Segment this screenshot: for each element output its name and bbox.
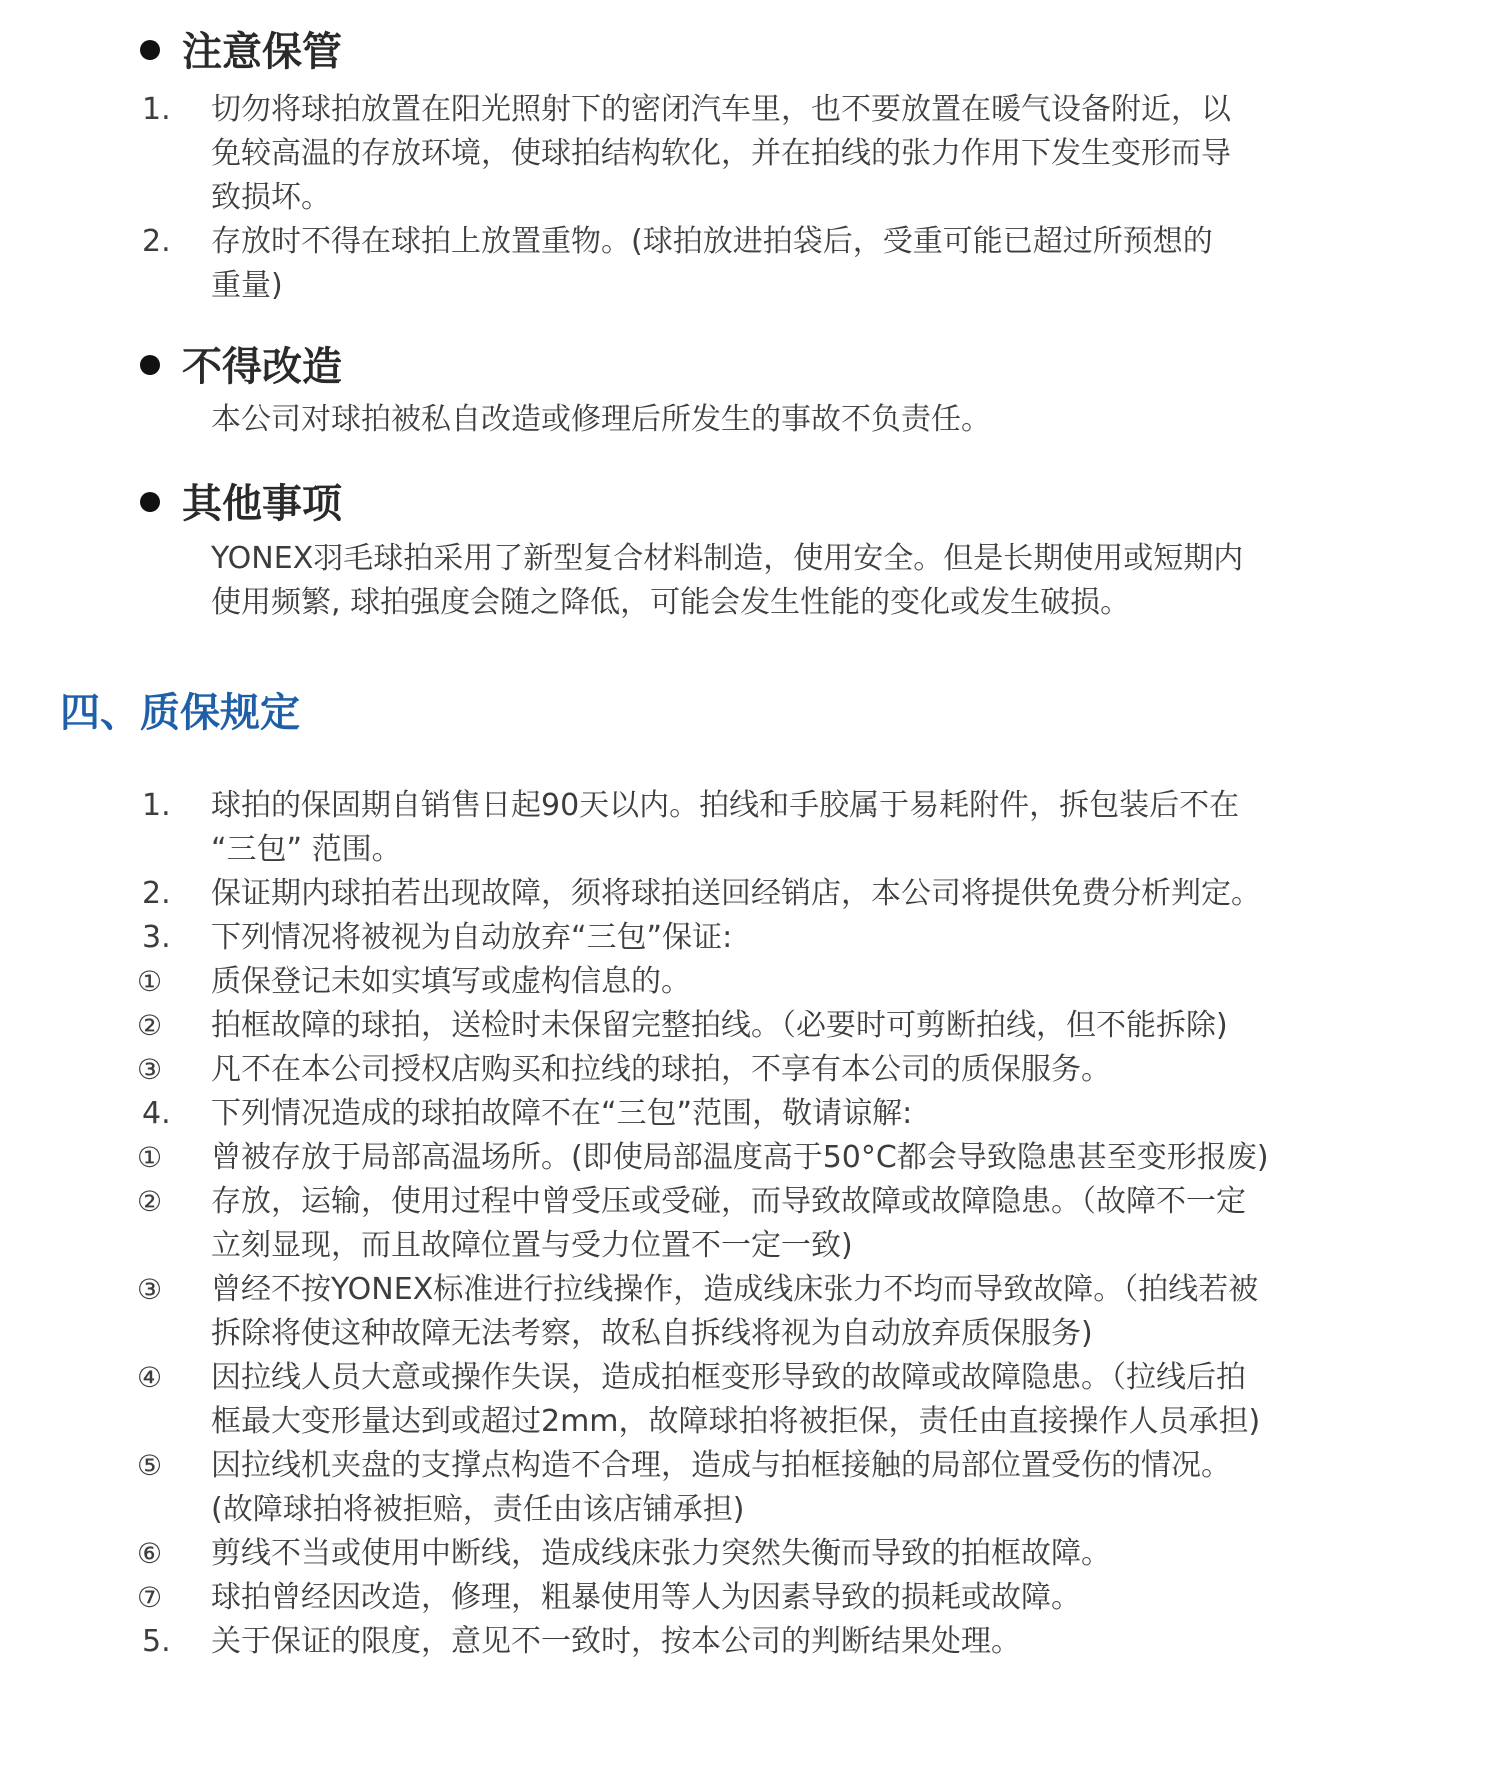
list-marker: ① [137,1141,163,1174]
list-line: 关于保证的限度，意见不一致时，按本公司的判断结果处理。 [211,1624,1021,1659]
list-item [0,1092,1500,1136]
list-item [0,784,1500,872]
list-line: 切勿将球拍放置在阳光照射下的密闭汽车里，也不要放置在暖气设备附近，以 [211,92,1231,127]
list-marker: 4. [142,1096,171,1131]
list-marker: ② [137,1009,163,1042]
list-item [0,872,1500,916]
modify-paragraph: 本公司对球拍被私自改造或修理后所发生的事故不负责任。 [211,402,991,437]
list-item [0,1576,1500,1620]
list-marker: 5. [142,1624,171,1659]
list-line: 保证期内球拍若出现故障，须将球拍送回经销店，本公司将提供免费分析判定。 [211,876,1261,911]
list-line: 质保登记未如实填写或虚构信息的。 [211,964,691,999]
list-line: 因拉线机夹盘的支撑点构造不合理，造成与拍框接触的局部位置受伤的情况。 [211,1448,1231,1483]
list-line: 拆除将使这种故障无法考察，故私自拆线将视为自动放弃质保服务) [211,1316,1093,1351]
list-item [0,916,1500,960]
bullet-icon [140,492,160,512]
paragraph-line: YONEX羽毛球拍采用了新型复合材料制造，使用安全。但是长期使用或短期内 [211,541,1244,576]
list-line: 因拉线人员大意或操作失误，造成拍框变形导致的故障或故障隐患。（拉线后拍 [211,1360,1246,1395]
list-line: 球拍曾经因改造，修理，粗暴使用等人为因素导致的损耗或故障。 [211,1580,1081,1615]
modify-section-title [140,344,342,390]
list-line: 凡不在本公司授权店购买和拉线的球拍，不享有本公司的质保服务。 [211,1052,1111,1087]
list-line: (故障球拍将被拒赔，责任由该店铺承担) [211,1492,745,1527]
list-marker: 1. [142,92,171,127]
list-line: 框最大变形量达到或超过2mm，故障球拍将被拒保，责任由直接操作人员承担) [211,1404,1261,1439]
list-item [0,960,1500,1004]
other-section-title [140,481,342,527]
list-line: 拍框故障的球拍，送检时未保留完整拍线。（必要时可剪断拍线，但不能拆除) [211,1008,1228,1043]
warranty-section-title: 四、质保规定 [60,690,300,736]
modify-title-text: 不得改造 [182,344,342,390]
list-item [0,1532,1500,1576]
other-title-text: 其他事项 [182,481,342,527]
list-marker: ⑦ [137,1581,163,1614]
list-item [0,88,1500,220]
list-marker: 1. [142,788,171,823]
list-item [0,1444,1500,1532]
list-item [0,1004,1500,1048]
list-line: “三包” 范围。 [211,832,402,867]
list-line: 下列情况将被视为自动放弃“三包”保证: [211,920,733,955]
paragraph-line: 使用频繁, 球拍强度会随之降低，可能会发生性能的变化或发生破损。 [211,585,1131,620]
list-item [0,1620,1500,1664]
list-line: 球拍的保固期自销售日起90天以内。拍线和手胶属于易耗附件，拆包装后不在 [211,788,1240,823]
list-marker: ⑤ [137,1449,163,1482]
list-line: 免较高温的存放环境，使球拍结构软化，并在拍线的张力作用下发生变形而导 [211,136,1231,171]
list-line: 致损坏。 [211,180,331,215]
list-line: 立刻显现，而且故障位置与受力位置不一定一致) [211,1228,853,1263]
list-line: 存放，运输，使用过程中曾受压或受碰，而导致故障或故障隐患。（故障不一定 [211,1184,1246,1219]
list-line: 重量) [211,268,283,303]
list-item [0,1268,1500,1356]
list-line: 存放时不得在球拍上放置重物。(球拍放进拍袋后，受重可能已超过所预想的 [211,224,1213,259]
list-item [0,1048,1500,1092]
care-title-text: 注意保管 [182,29,342,75]
list-marker: ③ [137,1053,163,1086]
list-line: 剪线不当或使用中断线，造成线床张力突然失衡而导致的拍框故障。 [211,1536,1111,1571]
list-marker: 2. [142,876,171,911]
list-marker: ② [137,1185,163,1218]
warranty-list [0,784,1500,1664]
list-marker: ⑥ [137,1537,163,1570]
other-paragraph [211,537,1243,625]
bullet-icon [140,355,160,375]
list-line: 曾被存放于局部高温场所。(即使局部温度高于50°C都会导致隐患甚至变形报废) [211,1140,1269,1175]
list-marker: ① [137,965,163,998]
care-section-title [140,29,342,75]
list-item [0,1356,1500,1444]
list-marker: 3. [142,920,171,955]
list-marker: 2. [142,224,171,259]
list-item [0,220,1500,308]
care-list [0,88,1500,308]
list-line: 下列情况造成的球拍故障不在“三包”范围，敬请谅解: [211,1096,913,1131]
bullet-icon [140,40,160,60]
list-item [0,1180,1500,1268]
list-marker: ④ [137,1361,163,1394]
list-line: 曾经不按YONEX标准进行拉线操作，造成线床张力不均而导致故障。（拍线若被 [211,1272,1259,1307]
list-item [0,1136,1500,1180]
list-marker: ③ [137,1273,163,1306]
